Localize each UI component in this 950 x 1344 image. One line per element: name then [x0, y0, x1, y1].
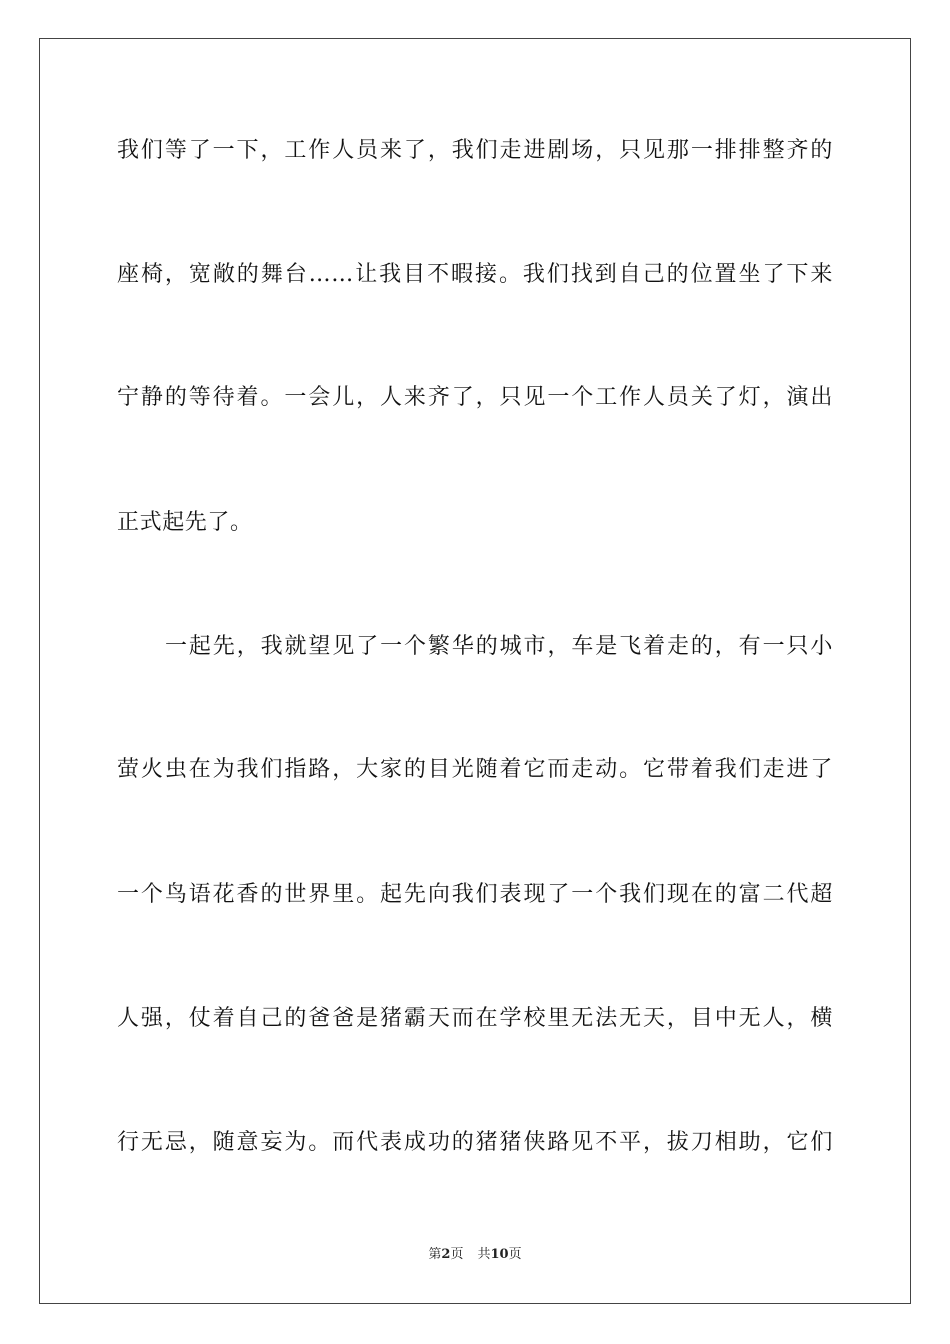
text-line-9: 行无忌，随意妄为。而代表成功的猪猪侠路见不平，拔刀相助，它们: [117, 1130, 833, 1155]
text-line-1: 我们等了一下，工作人员来了，我们走进剧场，只见那一排排整齐的: [117, 138, 833, 163]
page-suffix: 页: [450, 1247, 464, 1262]
text-line-7: 一个鸟语花香的世界里。起先向我们表现了一个我们现在的富二代超: [117, 882, 833, 907]
page-footer: [0, 1246, 950, 1264]
total-suffix: 页: [508, 1247, 522, 1262]
text-line-8: 人强，仗着自己的爸爸是猪霸天而在学校里无法无天，目中无人，横: [117, 1006, 833, 1031]
page-border: [39, 38, 911, 1304]
total-pages: 10: [490, 1247, 509, 1262]
total-prefix: 共: [477, 1247, 491, 1262]
text-line-6: 萤火虫在为我们指路，大家的目光随着它而走动。它带着我们走进了: [117, 757, 833, 782]
page-number: 2: [441, 1247, 451, 1262]
page-prefix: 第: [428, 1247, 442, 1262]
text-line-5: 一起先，我就望见了一个繁华的城市，车是飞着走的，有一只小: [165, 634, 833, 659]
text-line-4: 正式起先了。: [117, 510, 253, 535]
text-line-2: 座椅，宽敞的舞台……让我目不暇接。我们找到自己的位置坐了下来: [117, 262, 833, 287]
text-line-3: 宁静的等待着。一会儿，人来齐了，只见一个工作人员关了灯，演出: [117, 385, 833, 410]
